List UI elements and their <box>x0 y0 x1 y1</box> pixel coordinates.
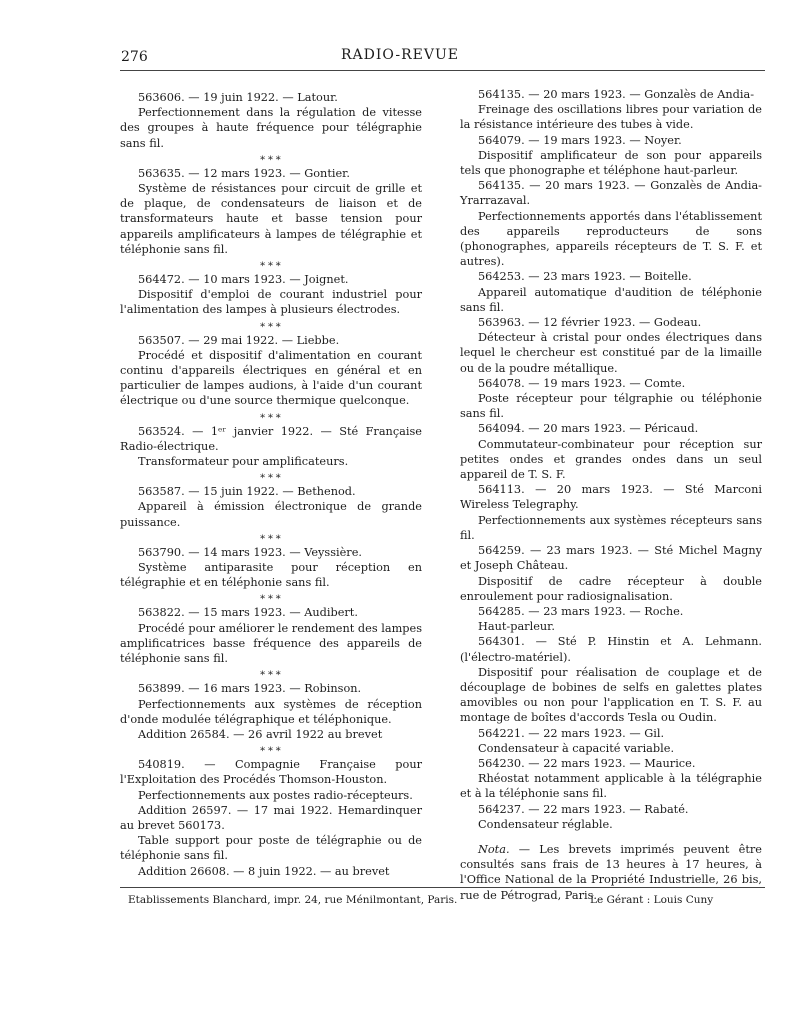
patent-description: Dispositif de cadre récepteur à double enroulement pour radiosignalisation. <box>460 574 762 603</box>
patent-entry-heading: 563790. — 14 mars 1923. — Veyssière. <box>138 545 362 559</box>
patent-entry-heading: 564221. — 22 mars 1923. — Gil. <box>478 726 665 740</box>
footer-rule <box>120 887 765 888</box>
entry-separator: ∗∗∗ <box>259 668 283 680</box>
patent-description: Commutateur-combinateur pour réception sur petites ondes et grandes ondes dans un seul appareil de T. S. F. <box>460 437 762 482</box>
printer-imprint: Etablissements Blanchard, impr. 24, rue Ménilmontant, Paris. <box>128 894 458 906</box>
patent-description: Procédé pour améliorer le rendement des lampes amplificatrices basse fréquence des appareils de téléphonie sans fil. <box>120 621 422 666</box>
entry-separator: ∗∗∗ <box>259 259 283 271</box>
patent-entry-heading: 564230. — 22 mars 1923. — Maurice. <box>478 756 696 770</box>
entry-separator: ∗∗∗ <box>259 410 283 422</box>
entry-separator: ∗∗∗ <box>259 471 283 483</box>
patent-description: Freinage des oscillations libres pour variation de la résistance intérieure des tubes à vide. <box>460 103 762 132</box>
patent-description: Poste récepteur pour télgraphie ou téléphonie sans fil. <box>460 392 762 421</box>
entry-separator: ∗∗∗ <box>259 592 283 604</box>
patent-entry-heading: 563822. — 15 mars 1923. — Audibert. <box>138 606 358 620</box>
running-title: RADIO-REVUE <box>340 47 460 63</box>
patent-description: Dispositif d'emploi de courant industriel pour l'alimentation des lampes à plusieurs électrodes. <box>120 288 422 317</box>
patent-entry-heading: 564113. — 20 mars 1923. — Sté Marconi Wireless Telegraphy. <box>460 483 762 512</box>
patent-description: Appareil automatique d'audition de téléphonie sans fil. <box>460 285 762 314</box>
patent-entry-heading: 563606. — 19 juin 1922. — Latour. <box>138 91 338 104</box>
patent-description: Condensateur à capacité variable. <box>478 741 675 755</box>
patent-entry-heading: 564237. — 22 mars 1923. — Rabaté. <box>478 802 689 816</box>
patent-description: Détecteur à cristal pour ondes électriques dans lequel le chercheur est constitué par de la limaille ou de la poudre métallique. <box>460 331 762 375</box>
entry-separator: ∗∗∗ <box>259 319 283 331</box>
entry-separator: ∗∗∗ <box>259 152 283 164</box>
patent-description: Système antiparasite pour réception en télégraphie et en téléphonie sans fil. <box>120 561 422 590</box>
patent-description: Condensateur réglable. <box>478 817 613 831</box>
patent-entry-heading: 564135. — 20 mars 1923. — Gonzalès de Andia-Yrarrazaval. <box>460 179 762 208</box>
patent-entry-heading: 564259. — 23 mars 1923. — Sté Michel Magny et Joseph Château. <box>460 544 762 573</box>
page-number: 276 <box>121 49 148 65</box>
patent-entry-heading: 564285. — 23 mars 1923. — Roche. <box>478 604 684 618</box>
patent-entry-heading: 564253. — 23 mars 1923. — Boitelle. <box>478 270 692 284</box>
patent-entry-heading: 563963. — 12 février 1923. — Godeau. <box>478 316 702 330</box>
patent-entry-heading: 564078. — 19 mars 1923. — Comte. <box>478 376 686 390</box>
patent-entry-heading: 564301. — Sté P. Hinstin et A. Lehmann. (l'électro-matériel). <box>460 635 762 664</box>
header-rule <box>120 70 765 71</box>
patent-entry-heading: 563507. — 29 mai 1922. — Liebbe. <box>138 333 340 347</box>
patent-description: Table support pour poste de télégraphie ou de téléphonie sans fil. <box>120 834 422 863</box>
patent-description: Perfectionnement dans la régulation de vitesse des groupes à haute fréquence pour télégraphie sans fil. <box>120 106 422 150</box>
entry-separator: ∗∗∗ <box>259 744 283 756</box>
patent-description: Perfectionnements aux postes radio-récepteurs. <box>138 788 413 802</box>
patent-description: Appareil à émission électronique de grande puissance. <box>120 500 422 529</box>
patent-description: Transformateur pour amplificateurs. <box>138 455 349 469</box>
patent-description: Rhéostat notamment applicable à la télégraphie et à la téléphonie sans fil. <box>460 772 762 801</box>
patent-entry-heading: 564094. — 20 mars 1923. — Péricaud. <box>478 422 699 436</box>
patent-description: Haut-parleur. <box>478 620 555 634</box>
patent-entry-heading: 564472. — 10 mars 1923. — Joignet. <box>138 273 349 287</box>
patent-entry-heading: 563635. — 12 mars 1923. — Gontier. <box>138 166 350 180</box>
right-column <box>460 87 762 903</box>
patent-entry-heading: 540819. — Compagnie Française pour l'Exploitation des Procédés Thomson-Houston. <box>120 758 422 787</box>
manager-signature: Le Gérant : Louis Cuny <box>590 894 714 906</box>
patent-description: Procédé et dispositif d'alimentation en courant continu d'appareils électriques en général et en particulier de lampes audions, à l'aide d'un courant électrique ou d'une source thermique quelconque. <box>120 348 422 408</box>
patent-entry-heading: 564079. — 19 mars 1923. — Noyer. <box>478 133 682 147</box>
patent-description: Dispositif pour réalisation de couplage et de découplage de bobines de selfs en galettes plates amovibles ou non pour l'application en T. S. F. au montage de boîtes d'accords Tesla ou Oudin. <box>460 665 762 725</box>
patent-entry-heading: 564135. — 20 mars 1923. — Gonzalès de Andia- <box>478 88 755 101</box>
nota-text: — Les brevets imprimés peuvent être consultés sans frais de 13 heures à 17 heures, à l'Office National de la Propriété Industrielle, 26 bis, rue de Pétrograd, Paris. <box>460 842 762 902</box>
patent-entry-heading: 563587. — 15 juin 1922. — Bethenod. <box>138 485 356 499</box>
patent-description: Système de résistances pour circuit de grille et de plaque, de condensateurs de liaison et de transformateurs haute et basse tension pour appareils amplificateurs à lampes de télégraphie et téléphonie sans fil. <box>120 182 422 256</box>
patent-description: Perfectionnements aux systèmes récepteurs sans fil. <box>460 513 762 542</box>
patent-description: Perfectionnements apportés dans l'établissement des appareils reproducteurs de sons (phonographes, appareils récepteurs de T. S. F. et autres). <box>460 209 762 269</box>
patent-description: Addition 26584. — 26 avril 1922 au brevet <box>138 727 383 741</box>
patent-description: Perfectionnements aux systèmes de réception d'onde modulée télégraphique et téléphonique. <box>120 697 422 726</box>
patent-description: Addition 26597. — 17 mai 1922. Hemardinquer au brevet 560173. <box>120 803 422 832</box>
patent-entry-heading: 563524. — 1ᵉʳ janvier 1922. — Sté Française Radio-électrique. <box>120 424 422 453</box>
patent-description: Dispositif amplificateur de son pour appareils tels que phonographe et téléphone haut-parleur. <box>460 148 762 178</box>
patent-description: Addition 26608. — 8 juin 1922. — au brevet <box>138 864 390 878</box>
entry-separator: ∗∗∗ <box>259 531 283 543</box>
patent-entry-heading: 563899. — 16 mars 1923. — Robinson. <box>138 682 362 696</box>
left-column <box>120 90 422 879</box>
nota-label: Nota. <box>478 842 510 856</box>
